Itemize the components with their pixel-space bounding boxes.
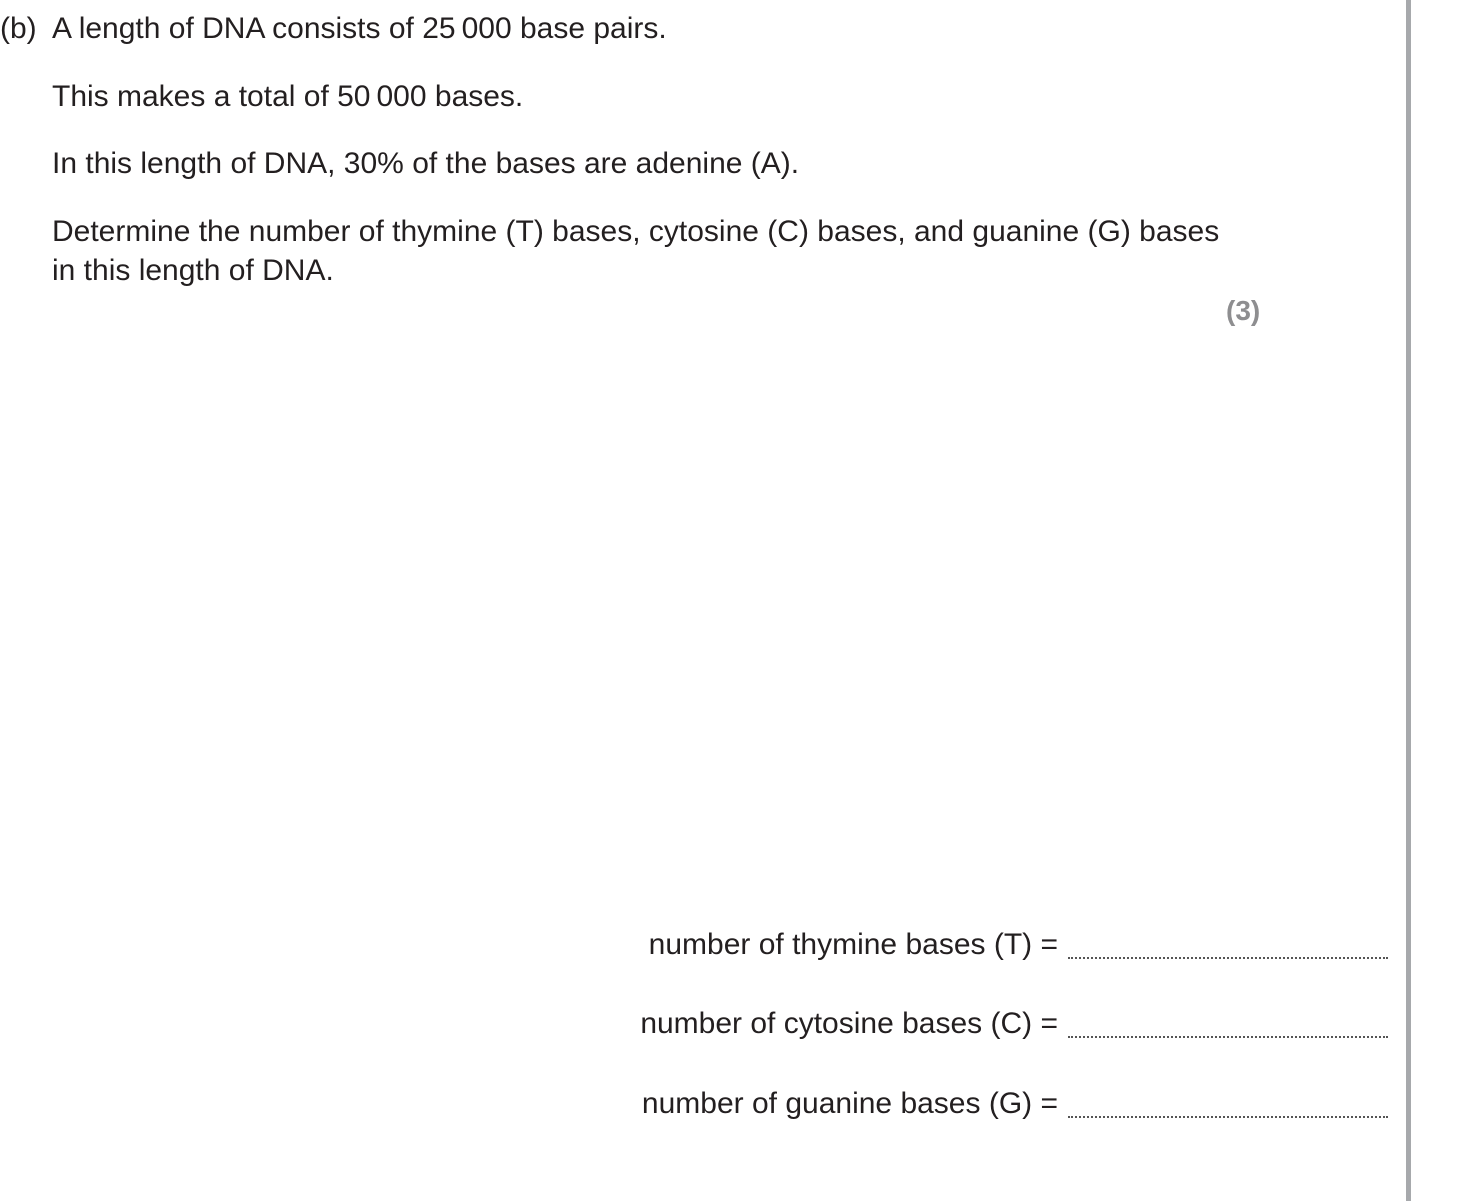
answer-row-thymine: [0, 925, 1390, 965]
answer-row-guanine: [0, 1084, 1390, 1124]
question-instruction: Determine the number of thymine (T) bases, cytosine (C) bases, and guanine (G) bases in this length of DNA.: [52, 215, 1220, 287]
question-line-2: This makes a total of 50 000 bases.: [52, 80, 524, 113]
cytosine-answer-field[interactable]: [1068, 1030, 1388, 1038]
part-label: (b): [0, 12, 37, 45]
guanine-answer-field[interactable]: [1068, 1110, 1388, 1118]
answer-label-guanine: number of guanine bases (G) =: [641, 1087, 1058, 1120]
answer-row-cytosine: [0, 1004, 1390, 1044]
thymine-answer-field[interactable]: [1068, 951, 1388, 959]
page-margin-bar: [1406, 0, 1411, 1201]
marks-indicator: (3): [1226, 295, 1261, 326]
answer-label-thymine: number of thymine bases (T) =: [648, 928, 1058, 961]
answer-label-cytosine: number of cytosine bases (C) =: [640, 1007, 1058, 1040]
question-line-1: A length of DNA consists of 25 000 base pairs.: [52, 12, 667, 45]
question-line-3: In this length of DNA, 30% of the bases are adenine (A).: [52, 147, 800, 180]
